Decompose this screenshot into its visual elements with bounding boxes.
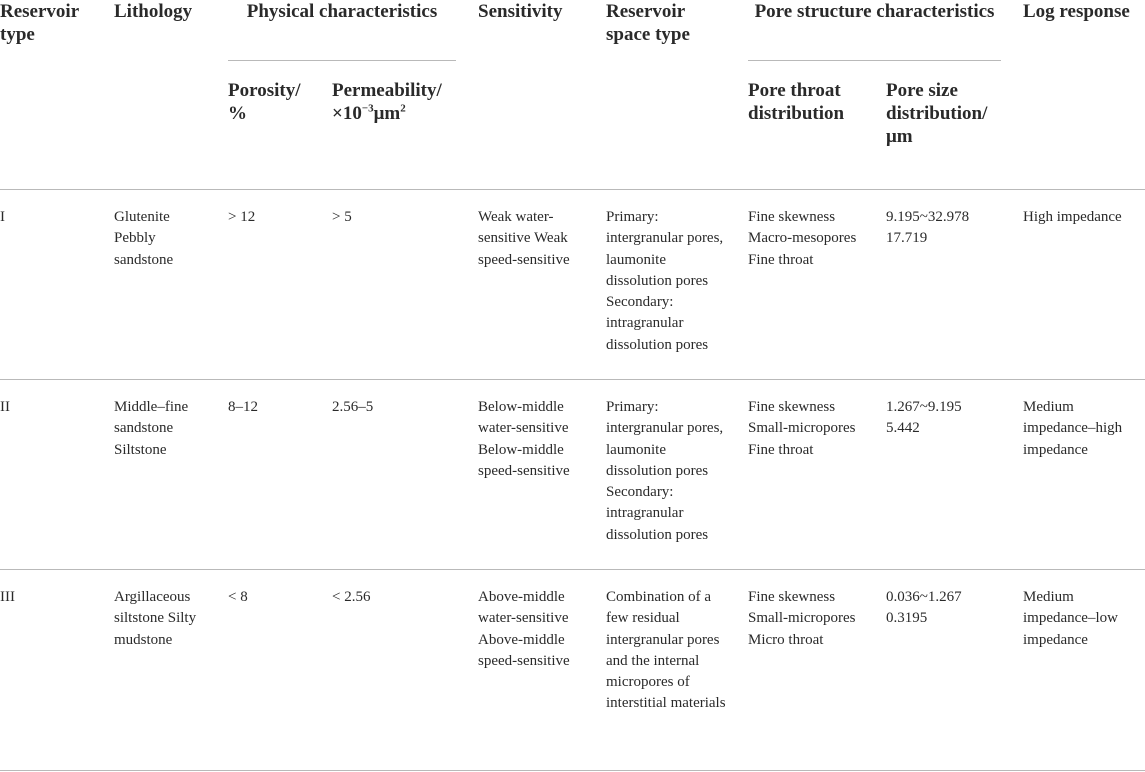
cell-log-response: Medium impedance–low impedance — [1023, 589, 1118, 648]
cell-lithology: Middle–fine sandstone Siltstone — [114, 399, 189, 458]
cell-permeability: 2.56–5 — [332, 399, 374, 415]
cell-porosity: < 8 — [228, 589, 248, 605]
cell-log-response: Medium impedance–high impedance — [1023, 399, 1123, 458]
cell-porosity: > 12 — [228, 209, 256, 225]
header-lithology: Lithology — [114, 1, 193, 22]
header-pore-structure-underline — [748, 60, 1001, 61]
cell-pore-throat: Fine skewness Macro-mesopores Fine throat — [748, 209, 857, 268]
header-log-response: Log response — [1023, 1, 1130, 22]
header-sensitivity: Sensitivity — [478, 1, 563, 22]
header-permeability — [332, 79, 462, 125]
cell-space-type: Primary: intergranular pores, laumonite dissolution pores Secondary: intragranular dissolution pores — [606, 209, 724, 353]
header-permeability-exponent: −3 — [361, 102, 374, 115]
cell-log-response: High impedance — [1023, 209, 1122, 225]
cell-permeability: < 2.56 — [332, 589, 371, 605]
cell-permeability: > 5 — [332, 209, 352, 225]
cell-sensitivity: Above-middle water-sensitive Above-middle speed-sensitive — [478, 589, 570, 669]
cell-pore-size: 9.195~32.978 17.719 — [886, 209, 970, 247]
cell-sensitivity: Weak water-sensitive Weak speed-sensitive — [478, 209, 570, 268]
cell-pore-size: 0.036~1.267 0.3195 — [886, 589, 962, 627]
header-reservoir-space-type: Reservoir space type — [606, 1, 690, 45]
header-divider — [0, 189, 1145, 190]
table-bottom-border — [0, 770, 1145, 771]
header-porosity: Porosity/ % — [228, 80, 301, 124]
cell-type: II — [0, 399, 10, 415]
row-divider — [0, 379, 1145, 380]
cell-type: I — [0, 209, 5, 225]
header-pore-structure: Pore structure characteristics — [754, 1, 995, 22]
cell-pore-throat: Fine skewness Small-micropores Fine throat — [748, 399, 856, 458]
header-pore-size: Pore size distribution/ μm — [886, 80, 988, 147]
cell-porosity: 8–12 — [228, 399, 258, 415]
cell-lithology: Glutenite Pebbly sandstone — [114, 209, 174, 268]
cell-pore-size: 1.267~9.195 5.442 — [886, 399, 962, 437]
header-permeability-unit: μm — [373, 103, 401, 124]
cell-pore-throat: Fine skewness Small-micropores Micro throat — [748, 589, 856, 648]
cell-space-type: Primary: intergranular pores, laumonite dissolution pores Secondary: intragranular dissolution pores — [606, 399, 724, 543]
header-permeability-prefix: Permeability/ ×10 — [332, 80, 442, 124]
cell-sensitivity: Below-middle water-sensitive Below-middle speed-sensitive — [478, 399, 570, 479]
header-permeability-unit-exponent: 2 — [400, 102, 406, 115]
header-physical-characteristics: Physical characteristics — [246, 1, 438, 22]
cell-space-type: Combination of a few residual intergranular pores and the internal micropores of interstitial materials — [606, 589, 726, 712]
header-reservoir-type: Reservoir type — [0, 1, 79, 45]
row-divider — [0, 569, 1145, 570]
cell-lithology: Argillaceous siltstone Silty mudstone — [114, 589, 197, 648]
header-pore-throat: Pore throat distribution — [748, 80, 845, 124]
header-physical-underline — [228, 60, 456, 61]
cell-type: III — [0, 589, 15, 605]
